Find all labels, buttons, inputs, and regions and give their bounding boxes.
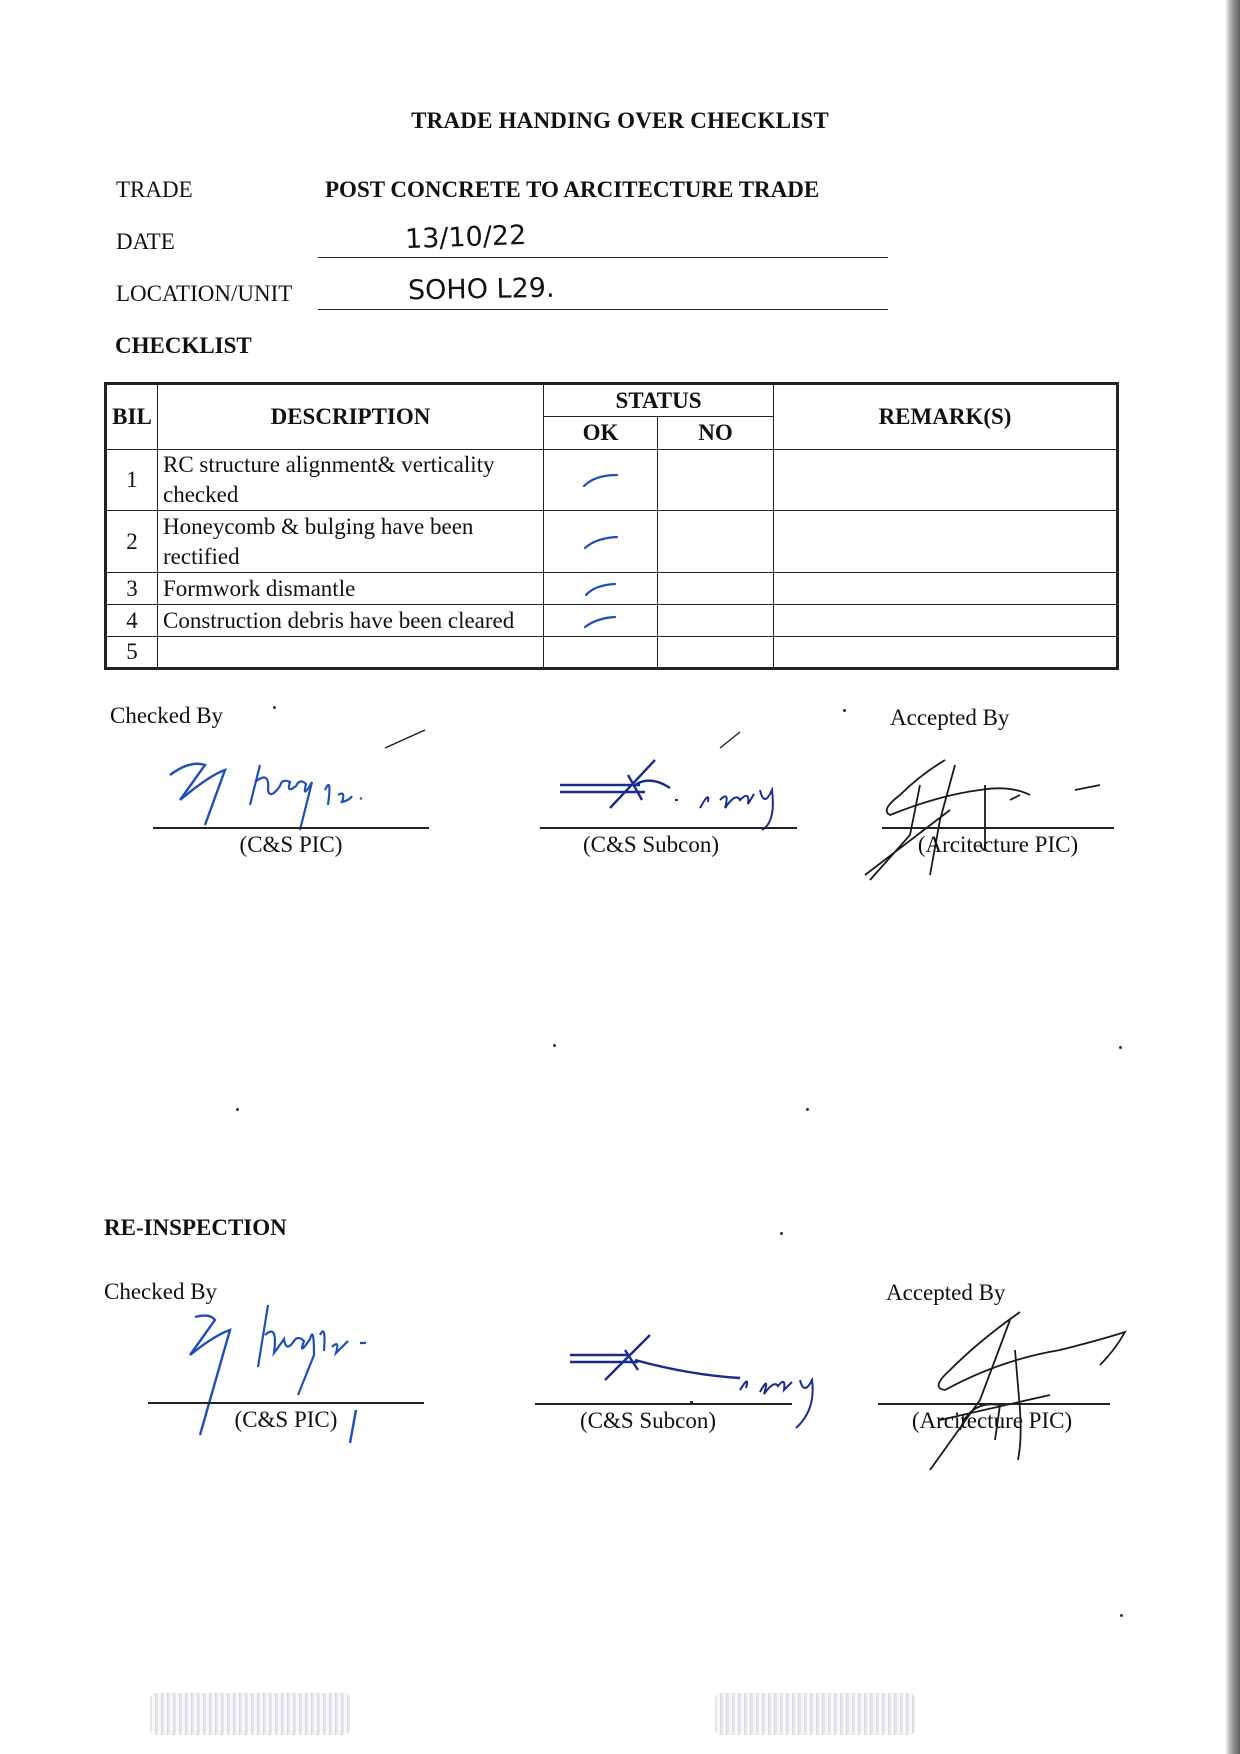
row-ok-cell: [544, 605, 658, 637]
checked-by-label: Checked By: [110, 703, 224, 728]
row-no-cell: [658, 450, 774, 511]
checklist-heading: CHECKLIST: [115, 333, 252, 358]
table-row: [106, 573, 1118, 605]
row-remark: [774, 637, 1118, 669]
signature-line: [882, 827, 1114, 829]
signature-line: [148, 1402, 424, 1404]
scan-edge: [1226, 0, 1240, 1754]
row-remark: [774, 573, 1118, 605]
role-cs-pic: (C&S PIC): [234, 1407, 338, 1432]
role-arch-pic: (Arcitecture PIC): [911, 1408, 1073, 1433]
checkmark-icon: [581, 580, 621, 598]
accepted-by-label: Accepted By: [886, 1280, 1006, 1305]
row-description: Construction debris have been cleared: [158, 605, 544, 637]
role-cs-subcon: (C&S Subcon): [582, 832, 720, 857]
row-description: [158, 637, 544, 669]
role-cs-subcon: (C&S Subcon): [579, 1408, 717, 1433]
row-no-cell: [658, 511, 774, 573]
row-no-cell: [658, 637, 774, 669]
table-row: [106, 605, 1118, 637]
signature-cs-pic: [150, 720, 450, 835]
date-underline: [318, 257, 888, 258]
trade-label: TRADE: [116, 177, 193, 202]
signature-line: [540, 827, 797, 829]
row-ok-cell: [544, 511, 658, 573]
reinspection-heading: RE-INSPECTION: [104, 1215, 287, 1240]
scan-speck: [1120, 1614, 1123, 1617]
checked-by-label: Checked By: [104, 1279, 218, 1304]
row-description: Formwork dismantle: [158, 573, 544, 605]
role-cs-pic: (C&S PIC): [239, 832, 343, 857]
row-bil: 1: [106, 450, 158, 511]
role-arch-pic: (Arcitecture PIC): [917, 832, 1079, 857]
scan-smudge: [150, 1693, 350, 1735]
row-ok-cell: [544, 637, 658, 669]
signature-arch-pic: [900, 1310, 1130, 1480]
scan-speck: [236, 1108, 239, 1111]
row-description: Honeycomb & bulging have been rectified: [158, 511, 544, 573]
signature-line: [153, 827, 429, 829]
table-row: [106, 450, 1118, 511]
row-bil: 3: [106, 573, 158, 605]
header-bil: BIL: [106, 384, 158, 450]
scan-speck: [1119, 1046, 1122, 1049]
row-no-cell: [658, 573, 774, 605]
row-bil: 5: [106, 637, 158, 669]
location-label: LOCATION/UNIT: [116, 281, 293, 306]
scan-speck: [843, 709, 846, 712]
row-remark: [774, 605, 1118, 637]
date-value: 13/10/22: [404, 219, 527, 256]
header-status: STATUS: [544, 384, 774, 417]
signature-cs-subcon: [550, 730, 800, 840]
signature-line: [878, 1403, 1110, 1405]
row-remark: [774, 511, 1118, 573]
scan-speck: [553, 1044, 556, 1047]
table-row: [106, 637, 1118, 669]
checkmark-icon: [581, 612, 621, 630]
row-description: RC structure alignment& verticality checked: [158, 450, 544, 511]
accepted-by-label: Accepted By: [890, 705, 1010, 730]
checkmark-icon: [581, 533, 621, 551]
header-description: DESCRIPTION: [158, 384, 544, 450]
table-row: [106, 511, 1118, 573]
date-label: DATE: [116, 229, 175, 254]
checklist-table: [104, 382, 1119, 670]
header-no: NO: [658, 417, 774, 450]
scan-speck: [273, 706, 276, 709]
row-no-cell: [658, 605, 774, 637]
checkmark-icon: [581, 471, 621, 489]
row-bil: 4: [106, 605, 158, 637]
scan-smudge: [715, 1693, 915, 1735]
location-underline: [318, 309, 888, 310]
row-remark: [774, 450, 1118, 511]
scan-speck: [780, 1232, 783, 1235]
row-ok-cell: [544, 450, 658, 511]
location-value: SOHO L29.: [407, 272, 555, 307]
signature-line: [535, 1403, 792, 1405]
signature-arch-pic: [860, 755, 1120, 905]
row-ok-cell: [544, 573, 658, 605]
trade-value: POST CONCRETE TO ARCITECTURE TRADE: [325, 177, 820, 202]
header-ok: OK: [544, 417, 658, 450]
row-bil: 2: [106, 511, 158, 573]
header-remarks: REMARK(S): [774, 384, 1118, 450]
document-title: TRADE HANDING OVER CHECKLIST: [411, 108, 829, 133]
scan-speck: [806, 1108, 809, 1111]
